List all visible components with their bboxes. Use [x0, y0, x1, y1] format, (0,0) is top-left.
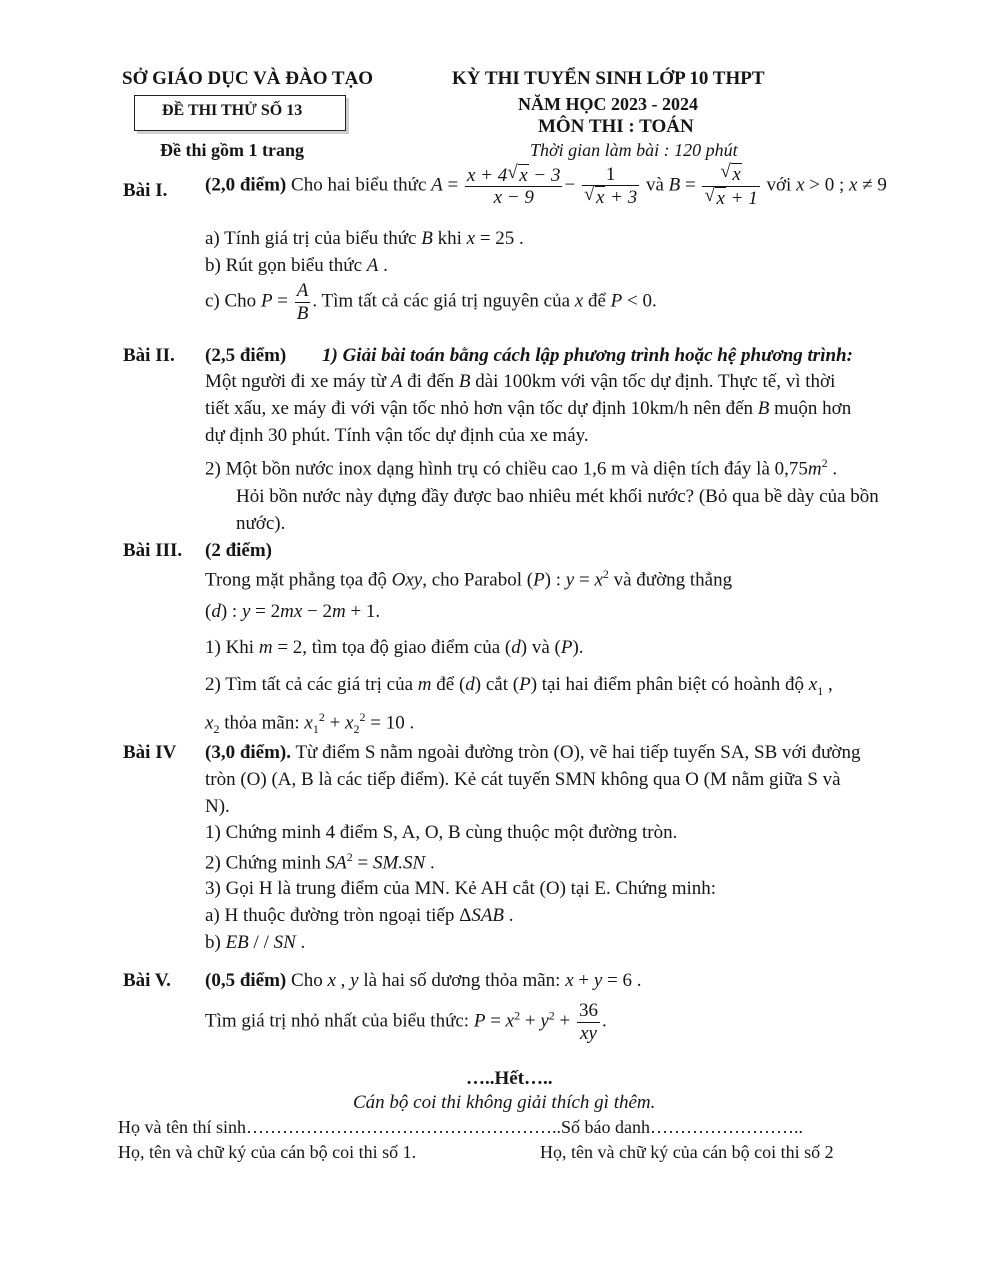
- bai1-b-text: b) Rút gọn biểu thức: [205, 255, 363, 276]
- expr-a-frac1: $\frac{x + 4√ x - 3}{x - 9}$: [465, 164, 563, 210]
- bai3-q2c: cắt: [485, 674, 509, 695]
- bai1-statement: (2,0 điểm) Cho hai biểu thức A = $\frac{x + 4√ x - 3}{x - 9}$ − 1 √ x + 3 và B = √ x √ x + 1 với x > 0 ; x ≠ 9: [205, 163, 887, 210]
- bai4-label: Bài IV: [123, 742, 177, 763]
- bai1-points: (2,0 điểm): [205, 174, 287, 196]
- expr-p-frac: $\frac{A}{B}$: [296, 280, 309, 324]
- department-title: SỞ GIÁO DỤC VÀ ĐÀO TẠO: [122, 68, 374, 89]
- bai2-q1-l1b: đi đến: [407, 371, 455, 392]
- bai1-label: Bài I.: [123, 180, 168, 201]
- bai1-c-de: để: [587, 290, 606, 312]
- bai1-c-pre: c) Cho: [205, 290, 257, 312]
- proctor1-signature: Họ, tên và chữ ký của cán bộ coi thi số 1.: [118, 1142, 417, 1162]
- bai2-label: Bài II.: [123, 345, 175, 366]
- bai2-q1-l1a: Một người đi xe máy từ: [205, 371, 387, 392]
- bai2-q1-title: 1) Giải bài toán bằng cách lập phương trình hoặc hệ phương trình:: [322, 345, 853, 366]
- bai5-points: (0,5 điểm): [205, 970, 287, 991]
- expr-b-frac: √ x √ x + 1: [702, 163, 759, 210]
- bai5-l2: Tìm giá trị nhỏ nhất của biểu thức:: [205, 1010, 470, 1032]
- bai2-q1-l1c: dài 100km với vận tốc dự định. Thực tế, vì thời: [475, 371, 836, 392]
- bai2-q1-l2b: muộn hơn: [774, 398, 852, 419]
- end-mark: …..Hết…..: [466, 1068, 553, 1089]
- bai2-q1-line1: Một người đi xe máy từ A đi đến B dài 100km với vận tốc dự định. Thực tế, vì thời: [205, 371, 836, 392]
- bai3-q1c: và: [531, 637, 550, 658]
- bai1-c-post: . Tìm tất cả các giá trị nguyên của: [312, 290, 570, 312]
- bai5-l1a: Cho: [291, 970, 323, 991]
- bai1-a: a) Tính giá trị của biểu thức B khi x = 25 .: [205, 228, 524, 249]
- bai2-points: (2,5 điểm): [205, 345, 287, 366]
- bai1-b: b) Rút gọn biểu thức A .: [205, 255, 388, 276]
- bai3-q2a: 2) Tìm tất cả các giá trị của: [205, 674, 414, 695]
- bai1-a-text: a) Tính giá trị của biểu thức: [205, 228, 417, 249]
- bai2-q2-line1: 2) Một bồn nước inox dạng hình trụ có chiều cao 1,6 m và diện tích đáy là $0,75m^2$ .: [205, 456, 838, 480]
- bai3-q1a: 1) Khi: [205, 637, 255, 658]
- bai1-c: c) Cho P = $\frac{A}{B}$ . Tìm tất cả các giá trị nguyên của x để P < 0.: [205, 280, 657, 324]
- subject: MÔN THI : TOÁN: [538, 116, 694, 137]
- bai4-qb: b) EB / / SN .: [205, 932, 306, 953]
- expr-36-xy: $\frac{36}{xy}$: [578, 1000, 598, 1044]
- bai2-q2-l1a: 2) Một bồn nước inox dạng hình trụ có chiều cao 1,6 m và diện tích đáy là: [205, 458, 770, 480]
- bai2-q1-line3: dự định 30 phút. Tính vận tốc dự định của xe máy.: [205, 425, 589, 446]
- bai3-q2d: tại hai điểm phân biệt có hoành độ: [541, 674, 805, 695]
- bai4-l1: Từ điểm S nằm ngoài đường tròn (O), vẽ hai tiếp tuyến SA, SB với đường: [295, 742, 861, 763]
- candidate-name-line: Họ và tên thí sinh……………………………………………..Số báo danh……………………..: [118, 1117, 803, 1137]
- bai3-line1: Trong mặt phẳng tọa độ Oxy, cho Parabol (P) : $y = x^2$ và đường thẳng: [205, 567, 733, 591]
- bai3-q1b: , tìm tọa độ giao điểm của: [302, 637, 501, 658]
- bai5-l1b: là hai số dương thỏa mãn:: [363, 970, 561, 991]
- exam-title: KỲ THI TUYỂN SINH LỚP 10 THPT: [452, 68, 765, 89]
- proctor2-signature: Họ, tên và chữ ký của cán bộ coi thi số 2: [540, 1142, 834, 1162]
- time-limit: Thời gian làm bài : 120 phút: [530, 140, 738, 160]
- page-count: Đề thi gồm 1 trang: [160, 140, 304, 160]
- bai3-q2-cont: $x_2$ thỏa mãn: $x_1^2 + x_2^2 = 10$ .: [205, 710, 415, 737]
- bai3-q2b: để: [436, 674, 455, 695]
- bai4-q2-text: 2) Chứng minh: [205, 852, 321, 874]
- bai1-cond: với: [766, 174, 792, 196]
- bai3-label: Bài III.: [123, 540, 183, 561]
- bai5-label: Bài V.: [123, 970, 171, 991]
- bai4-points: (3,0 điểm).: [205, 742, 292, 763]
- bai3-points: (2 điểm): [205, 540, 273, 561]
- bai2-q1-l2a: tiết xấu, xe máy đi với vận tốc nhỏ hơn vận tốc dự định 10km/h nên đến: [205, 398, 754, 419]
- proctor-note: Cán bộ coi thi không giải thích gì thêm.: [353, 1092, 656, 1113]
- expr-a-frac2: 1 √ x + 3: [582, 164, 639, 210]
- bai4-qa: a) H thuộc đường tròn ngoại tiếp ΔSAB .: [205, 905, 514, 926]
- bai2-q2-line2: Hỏi bồn nước này đựng đầy được bao nhiêu mét khối nước? (Bỏ qua bề dày của bồn: [236, 486, 879, 507]
- bai1-intro: Cho hai biểu thức: [291, 174, 427, 196]
- bai4-line2: tròn (O) (A, B là các tiếp điểm). Kẻ cát tuyến SMN không qua O (M nằm giữa S và: [205, 769, 841, 790]
- bai4-qa-text: a) H thuộc đường tròn ngoại tiếp: [205, 905, 455, 926]
- bai2-q1-line2: tiết xấu, xe máy đi với vận tốc nhỏ hơn vận tốc dự định 10km/h nên đến B muộn hơn: [205, 398, 852, 419]
- trial-label: ĐỀ THI THỬ SỐ 13: [162, 102, 303, 119]
- bai3-l1b: , cho Parabol: [422, 569, 522, 591]
- bai2-q2-line3: nước).: [236, 513, 286, 534]
- bai4-q2: 2) Chứng minh $SA^2 = SM.SN$ .: [205, 850, 435, 874]
- bai4-line1: [205, 742, 860, 764]
- bai1-a-when: khi: [437, 228, 462, 249]
- bai4-qb-text: b): [205, 932, 221, 953]
- bai3-q1: 1) Khi m = 2, tìm tọa độ giao điểm của (d) và (P).: [205, 637, 584, 658]
- bai1-and: và: [645, 174, 664, 196]
- bai3-line2: (d) : y = 2mx − 2m + 1.: [205, 601, 381, 622]
- bai5-line1: (0,5 điểm) Cho x , y là hai số dương thỏa mãn: x + y = 6 .: [205, 970, 642, 991]
- bai3-q2: 2) Tìm tất cả các giá trị của m để (d) cắt (P) tại hai điểm phân biệt có hoành độ $x_1$ ,: [205, 674, 833, 698]
- bai4-q3: 3) Gọi H là trung điểm của MN. Kẻ AH cắt (O) tại E. Chứng minh:: [205, 878, 717, 899]
- bai3-q2e: thỏa mãn:: [224, 712, 300, 734]
- bai3-l1c: và đường thẳng: [613, 569, 733, 591]
- bai5-line2: Tìm giá trị nhỏ nhất của biểu thức: $P = x^2 + y^2$ + $\frac{36}{xy}$ .: [205, 1000, 607, 1044]
- school-year: NĂM HỌC 2023 - 2024: [518, 94, 698, 114]
- bai4-line3: N).: [205, 796, 230, 817]
- bai3-l1a: Trong mặt phẳng tọa độ: [205, 569, 387, 591]
- bai4-q1: 1) Chứng minh 4 điểm S, A, O, B cùng thuộc một đường tròn.: [205, 822, 678, 843]
